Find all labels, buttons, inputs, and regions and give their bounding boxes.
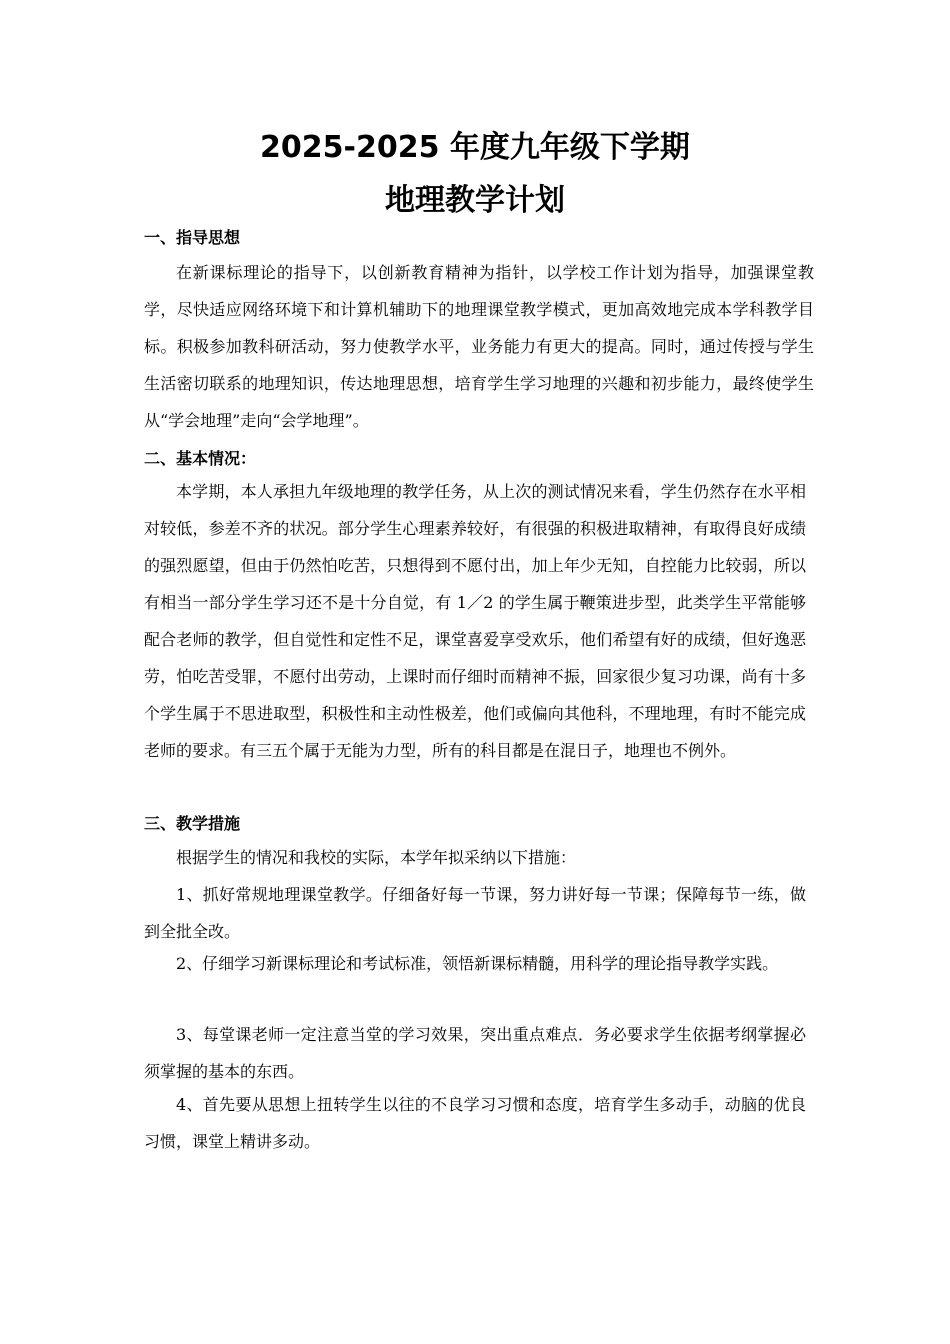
paragraph-measures-intro: 根据学生的情况和我校的实际，本学年拟采纳以下措施： xyxy=(176,848,577,867)
section-heading-teaching-measures: 三、教学措施 xyxy=(144,814,241,833)
document-title-line1: 2025-2025 年度九年级下学期 xyxy=(260,130,690,165)
document-title-line2: 地理教学计划 xyxy=(385,183,565,218)
paragraph-basic-situation: 本学期，本人承担九年级地理的教学任务，从上次的测试情况来看，学生仍然存在水平相对较低，参差不齐的状况。部分学生心理素养较好，有很强的积极进取精神，有取得良好成绩的强烈愿望，但由于仍然怕吃苦，只想得到不愿付出，加上年少无知，自控能力比较弱，所以有相当一部分学生学习还不是十分自觉，有 1／2 的学生属于鞭策进步型，此类学生平常能够配合老师的教学，但自觉性和定性不足，课堂喜爱享受欢乐，他们希望有好的成绩，但好逸恶劳，怕吃苦受罪，不愿付出劳动，上课时而仔细时而精神不振，回家很少复习功课，尚有十多个学生属于不思进取型，积极性和主动性极差，他们或偏向其他科，不理地理，有时不能完成老师的要求。有三五个属于无能为力型，所有的科目都是在混日子，地理也不例外。 xyxy=(144,482,806,760)
section-heading-basic-situation: 二、基本情况： xyxy=(144,449,257,468)
paragraph-guiding-thought: 在新课标理论的指导下，以创新教育精神为指针，以学校工作计划为指导，加强课堂教学，尽快适应网络环境下和计算机辅助下的地理课堂教学模式，更加高效地完成本学科教学目标。积极参加教科研活动，努力使教学水平，业务能力有更大的提高。同时，通过传授与学生生活密切联系的地理知识，传达地理思想，培育学生学习地理的兴趣和初步能力，最终使学生从“学会地理”走向“会学地理”。 xyxy=(144,263,814,430)
paragraph-measure-3: 3、每堂课老师一定注意当堂的学习效果，突出重点难点．务必要求学生依据考纲掌握必须掌握的基本的东西。 xyxy=(144,1025,806,1081)
paragraph-measure-2: 2、仔细学习新课标理论和考试标准，领悟新课标精髓，用科学的理论指导教学实践。 xyxy=(176,954,779,973)
paragraph-measure-4: 4、首先要从思想上扭转学生以往的不良学习习惯和态度，培育学生多动手，动脑的优良习惯，课堂上精讲多动。 xyxy=(144,1095,806,1151)
paragraph-measure-1: 1、抓好常规地理课堂教学。仔细备好每一节课，努力讲好每一节课；保障每节一练，做到全批全改。 xyxy=(144,885,806,941)
section-heading-guiding-thought: 一、指导思想 xyxy=(144,228,241,247)
